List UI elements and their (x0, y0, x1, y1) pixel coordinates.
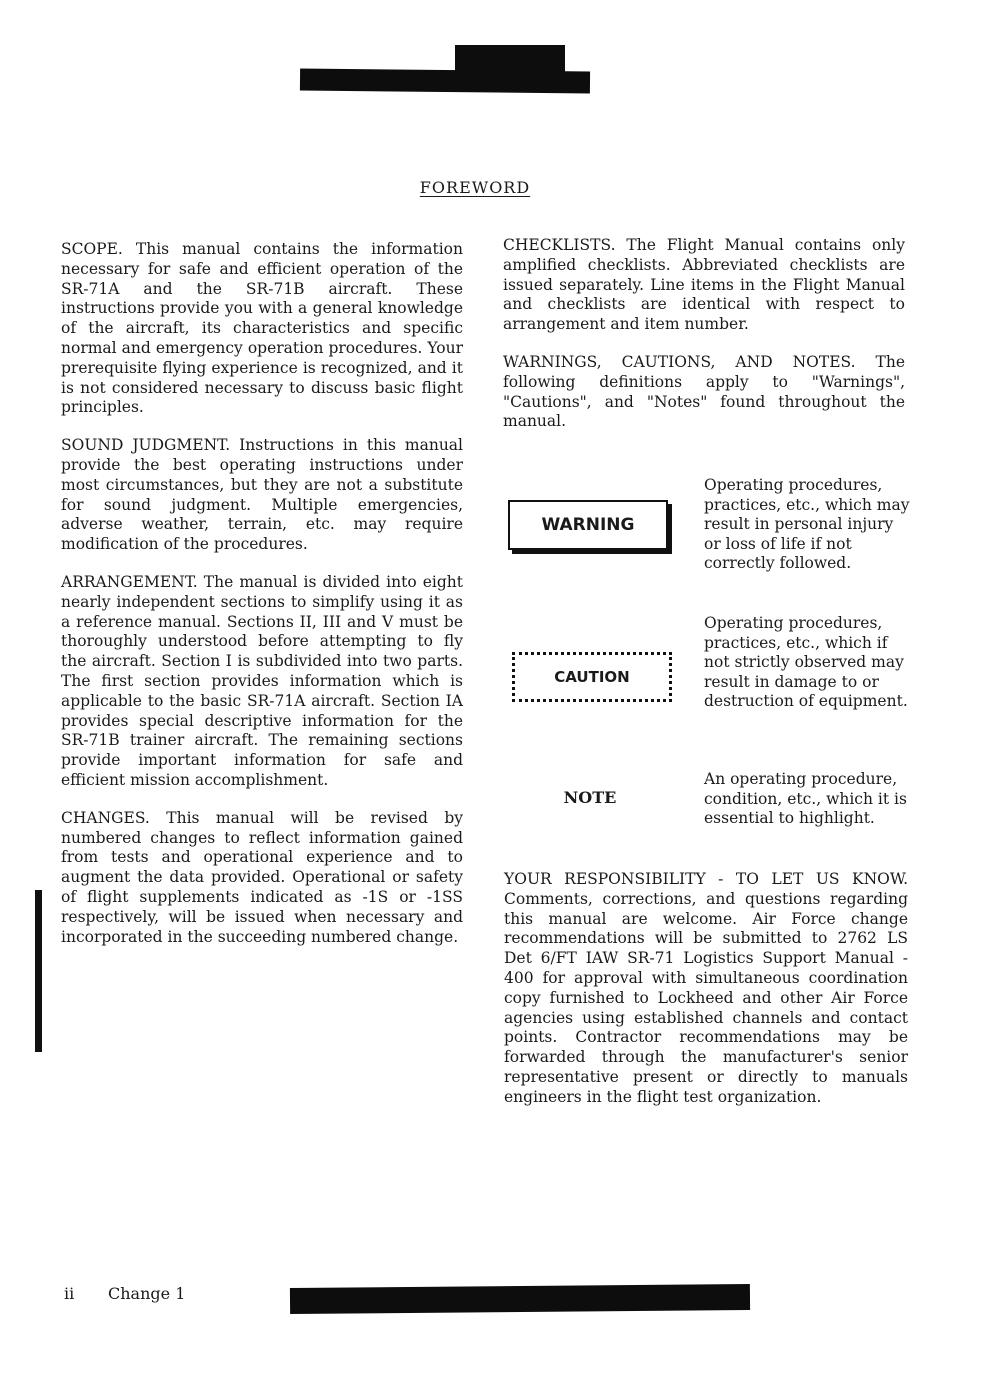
scope-paragraph (61, 240, 463, 418)
sound-judgment-text: Instructions in this manual provide the best operating instructions under most circumstances, but they are not a substitute for sound judgment. Multiple emergencies, adverse weather, terrain, etc. may require modification of the procedures. (61, 436, 463, 554)
left-column (61, 240, 463, 965)
warning-box: WARNING (508, 500, 668, 550)
checklists-text: The Flight Manual contains only amplified checklists. Abbreviated checklists are issued separately. Line items in the Flight Manual and checklists are identical with respect to arrangement and item number. (503, 236, 905, 334)
change-bar (35, 890, 42, 1052)
note-definition: An operating procedure, condition, etc., which it is essential to highlight. (704, 770, 907, 828)
arrangement-paragraph (61, 573, 463, 791)
changes-text: This manual will be revised by numbered changes to reflect information gained from tests and operational experience and to augment the data provided. Operational or safety of flight supplements indicated as -1S or -1SS respectively, will be issued when necessary and incorporated in the succeeding numbered change. (61, 808, 463, 946)
arrangement-text: The manual is divided into eight nearly independent sections to simplify using it as a reference manual. Sections II, III and V must be thoroughly understood before attempting to fly the aircraft. Section I is subdivided into two parts. The first section provides information which is applicable to the basic SR-71A aircraft. Section IA provides special descriptive information for the SR-71B trainer aircraft. The remaining sections provide important information for safe and efficient mission accomplishment. (61, 572, 463, 789)
sound-judgment-heading: SOUND JUDGMENT. (61, 436, 231, 455)
warning-definition: Operating procedures, practices, etc., which may result in personal injury or loss of life if not correctly followed. (704, 476, 910, 573)
responsibility-text: Comments, corrections, and questions regarding this manual are welcome. Air Force change recommendations will be submitted to 2762 LS Det 6/FT IAW SR-71 Logistics Support Manual - 400 for approval with simultaneous coordination copy furnished to Lockheed and other Air Force agencies using established channels and contact points. Contractor recommendations may be forwarded through the manufacturer's senior representative present or directly to manuals engineers in the flight test organization. (504, 889, 908, 1106)
change-number: Change 1 (108, 1284, 186, 1303)
page-title: FOREWORD (419, 178, 531, 197)
changes-heading: CHANGES. (61, 808, 150, 827)
caution-box: CAUTION (512, 652, 672, 702)
scope-text: This manual contains the information necessary for safe and efficient operation of the SR-71A and the SR-71B aircraft. These instructions provide you with a general knowledge of the aircraft, its characteristics and specific normal and emergency operation procedures. Your prerequisite flying experience is recognized, and it is not considered necessary to discuss basic flight principles. (61, 240, 463, 417)
caution-definition: Operating procedures, practices, etc., which if not strictly observed may result in damage to or destruction of equipment. (704, 614, 908, 711)
arrangement-heading: ARRANGEMENT. (61, 572, 198, 591)
redaction-block-top (455, 45, 565, 77)
warnings-text: The following definitions apply to "Warnings", "Cautions", and "Notes" found throughout the manual. (503, 352, 905, 431)
scope-heading: SCOPE. (61, 240, 123, 258)
checklists-paragraph (503, 236, 905, 335)
responsibility-section (504, 870, 908, 1108)
redaction-bar-bottom (290, 1284, 750, 1314)
sound-judgment-paragraph (61, 436, 463, 555)
page-number: ii (64, 1284, 75, 1303)
right-column-top (503, 236, 905, 450)
responsibility-paragraph (504, 870, 908, 1108)
warnings-paragraph (503, 353, 905, 432)
responsibility-heading: YOUR RESPONSIBILITY - TO LET US KNOW. (504, 870, 908, 888)
changes-paragraph (61, 809, 463, 948)
note-label: NOTE (563, 788, 617, 807)
checklists-heading: CHECKLISTS. (503, 236, 616, 254)
warnings-heading: WARNINGS, CAUTIONS, AND NOTES. (503, 352, 856, 371)
